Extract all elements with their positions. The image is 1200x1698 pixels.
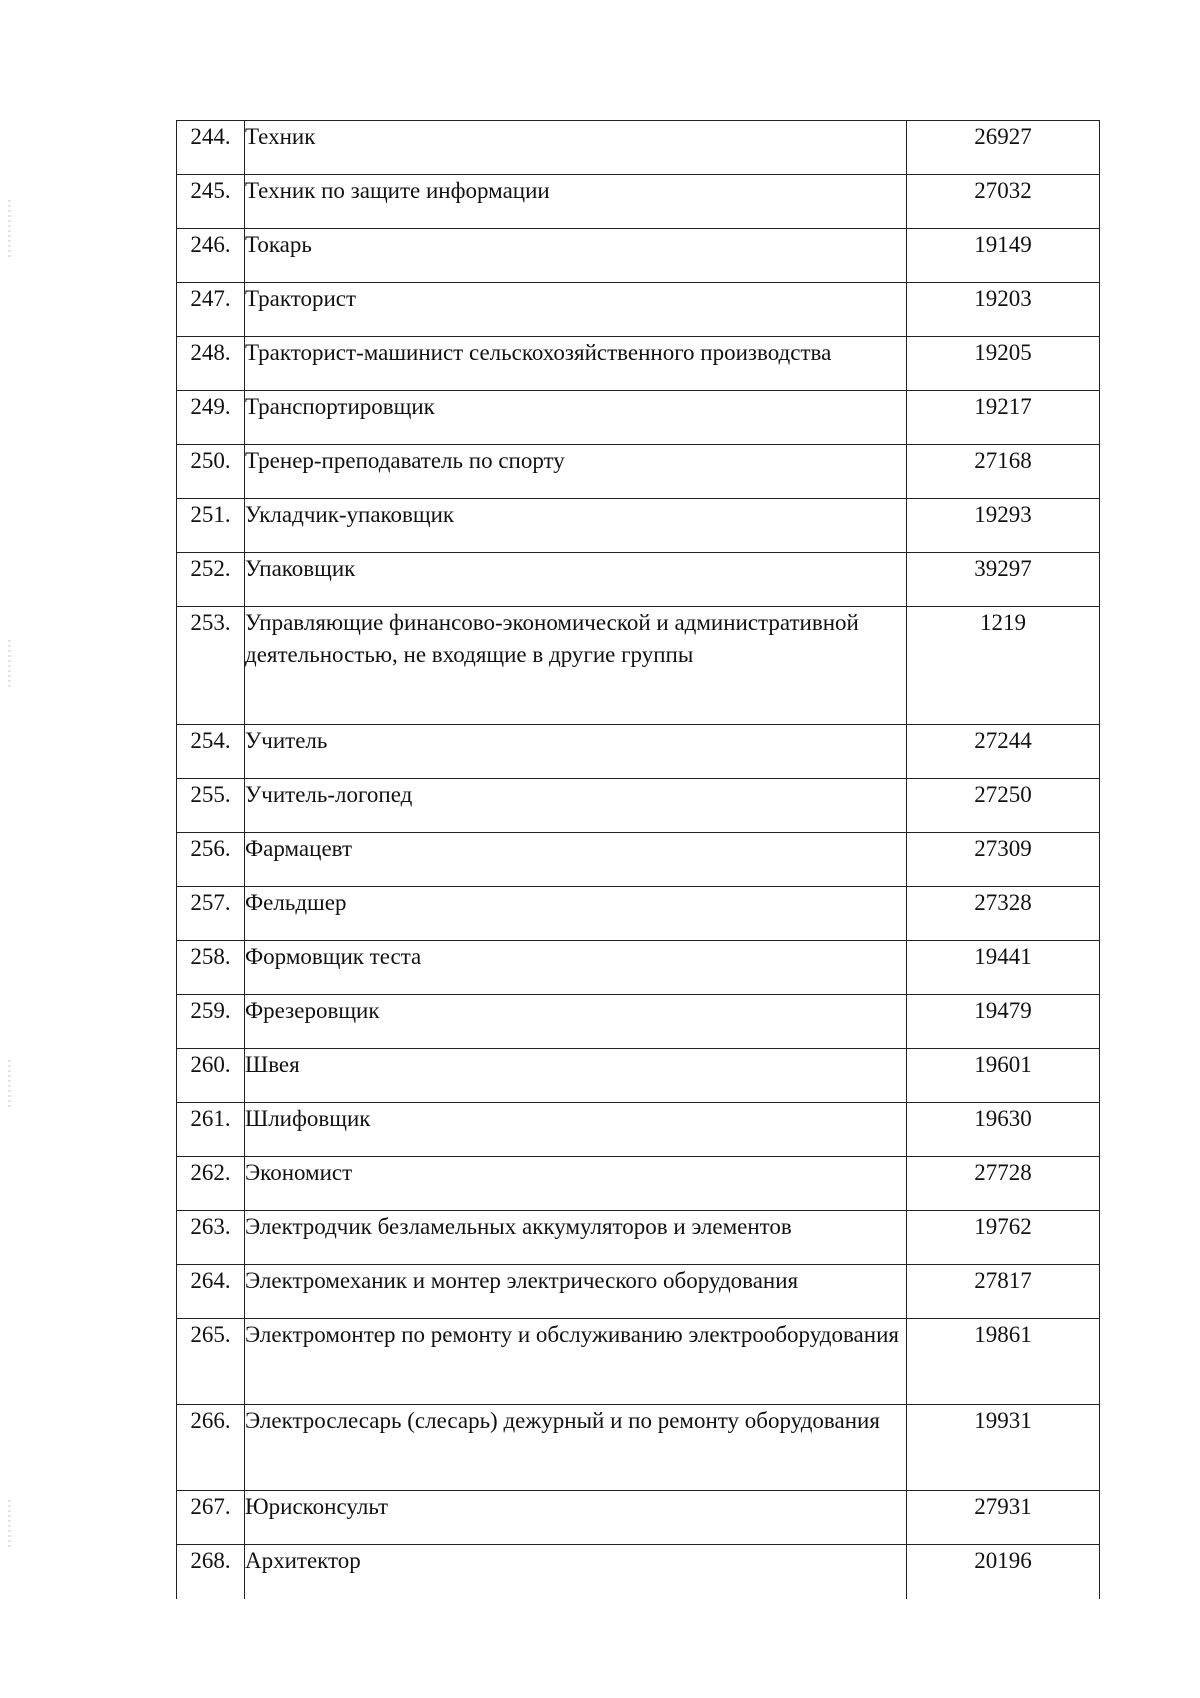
profession-code: 20196	[907, 1545, 1100, 1599]
profession-name: Учитель	[245, 725, 907, 779]
row-number: 266.	[177, 1405, 245, 1491]
profession-name: Техник	[245, 121, 907, 175]
row-number: 268.	[177, 1545, 245, 1599]
row-number: 260.	[177, 1049, 245, 1103]
table-row	[177, 607, 1100, 725]
row-number: 265.	[177, 1319, 245, 1405]
row-number: 249.	[177, 391, 245, 445]
profession-name: Учитель-логопед	[245, 779, 907, 833]
table-row	[177, 1103, 1100, 1157]
professions-table-body	[177, 121, 1100, 1599]
row-number: 245.	[177, 175, 245, 229]
table-row	[177, 445, 1100, 499]
scan-artifact	[8, 200, 11, 260]
profession-name: Юрисконсульт	[245, 1491, 907, 1545]
table-row	[177, 1491, 1100, 1545]
profession-name: Транспортировщик	[245, 391, 907, 445]
row-number: 251.	[177, 499, 245, 553]
profession-name: Электродчик безламельных аккумуляторов и элементов	[245, 1211, 907, 1265]
row-number: 252.	[177, 553, 245, 607]
profession-name: Фельдшер	[245, 887, 907, 941]
profession-code: 27728	[907, 1157, 1100, 1211]
row-number: 257.	[177, 887, 245, 941]
profession-code: 19293	[907, 499, 1100, 553]
profession-code: 19203	[907, 283, 1100, 337]
profession-code: 19217	[907, 391, 1100, 445]
table-row	[177, 553, 1100, 607]
profession-code: 19441	[907, 941, 1100, 995]
profession-name: Швея	[245, 1049, 907, 1103]
profession-name: Шлифовщик	[245, 1103, 907, 1157]
profession-name: Формовщик теста	[245, 941, 907, 995]
row-number: 267.	[177, 1491, 245, 1545]
table-row	[177, 175, 1100, 229]
scan-artifact	[8, 640, 11, 690]
profession-name: Техник по защите информации	[245, 175, 907, 229]
table-row	[177, 337, 1100, 391]
table-row	[177, 725, 1100, 779]
row-number: 250.	[177, 445, 245, 499]
table-row	[177, 229, 1100, 283]
row-number: 262.	[177, 1157, 245, 1211]
table-row	[177, 1319, 1100, 1405]
row-number: 259.	[177, 995, 245, 1049]
profession-code: 39297	[907, 553, 1100, 607]
row-number: 246.	[177, 229, 245, 283]
profession-code: 19205	[907, 337, 1100, 391]
profession-name: Токарь	[245, 229, 907, 283]
profession-code: 26927	[907, 121, 1100, 175]
profession-code: 27168	[907, 445, 1100, 499]
table-row	[177, 1545, 1100, 1599]
scan-artifact	[8, 1500, 11, 1550]
table-row	[177, 833, 1100, 887]
row-number: 247.	[177, 283, 245, 337]
profession-code: 27032	[907, 175, 1100, 229]
row-number: 244.	[177, 121, 245, 175]
profession-code: 19861	[907, 1319, 1100, 1405]
table-row	[177, 1405, 1100, 1491]
table-row	[177, 499, 1100, 553]
table-row	[177, 995, 1100, 1049]
profession-code: 27328	[907, 887, 1100, 941]
row-number: 248.	[177, 337, 245, 391]
scan-artifact	[8, 1060, 11, 1110]
table-row	[177, 283, 1100, 337]
table-row	[177, 1049, 1100, 1103]
row-number: 254.	[177, 725, 245, 779]
table-row	[177, 941, 1100, 995]
row-number: 253.	[177, 607, 245, 725]
profession-name: Тракторист	[245, 283, 907, 337]
profession-name: Электромонтер по ремонту и обслуживанию электрооборудования	[245, 1319, 907, 1405]
profession-code: 27309	[907, 833, 1100, 887]
table-row	[177, 1211, 1100, 1265]
profession-name: Фармацевт	[245, 833, 907, 887]
profession-code: 19149	[907, 229, 1100, 283]
row-number: 264.	[177, 1265, 245, 1319]
table-row	[177, 391, 1100, 445]
table-row	[177, 1265, 1100, 1319]
profession-name: Упаковщик	[245, 553, 907, 607]
profession-code: 27244	[907, 725, 1100, 779]
row-number: 255.	[177, 779, 245, 833]
profession-name: Фрезеровщик	[245, 995, 907, 1049]
profession-name: Тракторист-машинист сельскохозяйственного производства	[245, 337, 907, 391]
profession-code: 27250	[907, 779, 1100, 833]
table-row	[177, 887, 1100, 941]
profession-name: Электрослесарь (слесарь) дежурный и по ремонту оборудования	[245, 1405, 907, 1491]
row-number: 258.	[177, 941, 245, 995]
profession-name: Архитектор	[245, 1545, 907, 1599]
table-row	[177, 1157, 1100, 1211]
profession-name: Управляющие финансово-экономической и административной деятельностью, не входящие в другие группы	[245, 607, 907, 725]
profession-code: 19630	[907, 1103, 1100, 1157]
profession-name: Электромеханик и монтер электрического оборудования	[245, 1265, 907, 1319]
profession-code: 19931	[907, 1405, 1100, 1491]
table-row	[177, 121, 1100, 175]
row-number: 263.	[177, 1211, 245, 1265]
professions-table	[176, 120, 1100, 1599]
profession-name: Экономист	[245, 1157, 907, 1211]
profession-code: 19762	[907, 1211, 1100, 1265]
profession-name: Тренер-преподаватель по спорту	[245, 445, 907, 499]
profession-code: 19479	[907, 995, 1100, 1049]
profession-code: 19601	[907, 1049, 1100, 1103]
profession-code: 27817	[907, 1265, 1100, 1319]
profession-name: Укладчик-упаковщик	[245, 499, 907, 553]
row-number: 256.	[177, 833, 245, 887]
profession-code: 1219	[907, 607, 1100, 725]
table-row	[177, 779, 1100, 833]
row-number: 261.	[177, 1103, 245, 1157]
profession-code: 27931	[907, 1491, 1100, 1545]
